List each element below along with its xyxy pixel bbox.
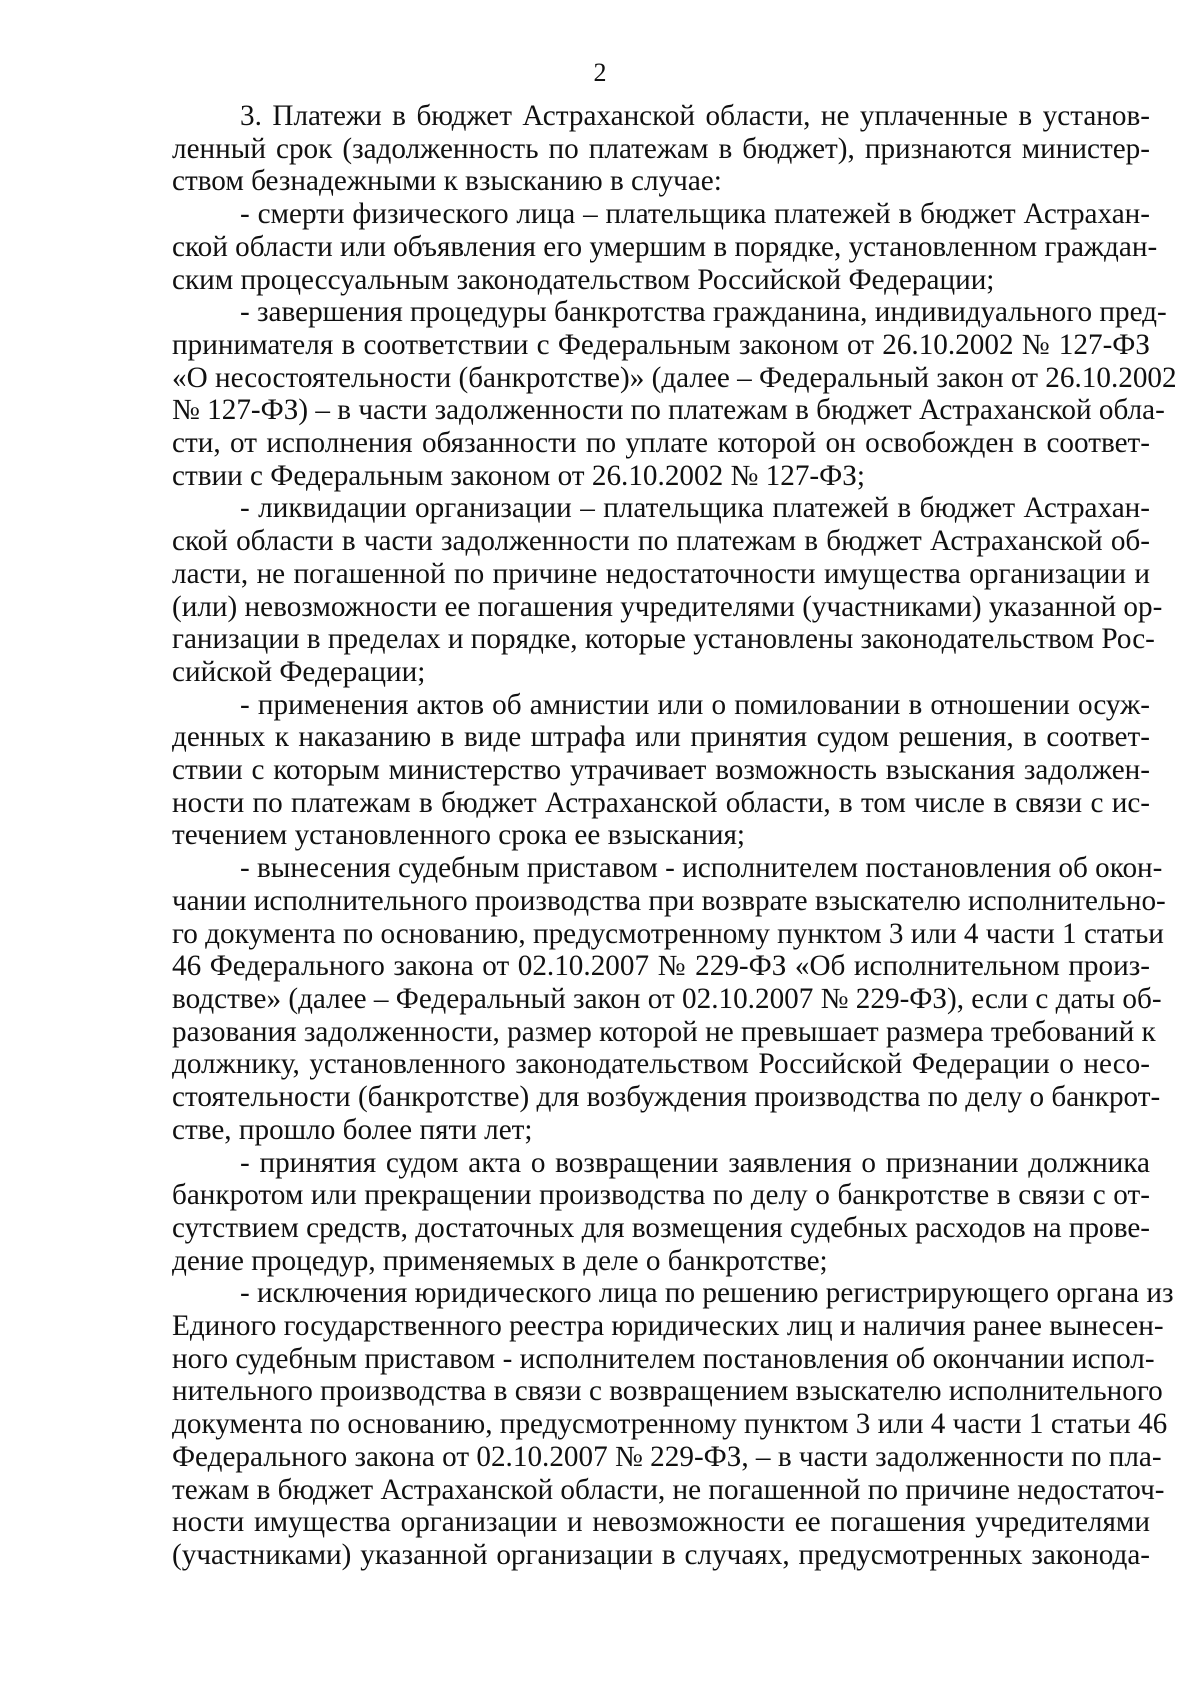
text-line: «О несостоятельности (банкротстве)» (далее – Федеральный закон от 26.10.2002 <box>172 361 1177 394</box>
text-line: принимателя в соответствии с Федеральным законом от 26.10.2002 № 127-ФЗ <box>172 328 1150 361</box>
text-line: ским процессуальным законодательством Российской Федерации; <box>172 263 995 296</box>
text-line: - завершения процедуры банкротства гражданина, индивидуального пред- <box>240 296 1167 329</box>
text-line: ности по платежам в бюджет Астраханской области, в том числе в связи с ис- <box>172 786 1150 819</box>
paragraph-p7 <box>172 1147 1150 1278</box>
text-line: Федерального закона от 02.10.2007 № 229-ФЗ, – в части задолженности по пла- <box>172 1440 1162 1473</box>
text-line: денных к наказанию в виде штрафа или принятия судом решения, в соответ- <box>172 721 1150 754</box>
text-line: сийской Федерации; <box>172 655 426 688</box>
text-line: № 127-ФЗ) – в части задолженности по платежам в бюджет Астраханской обла- <box>172 394 1165 427</box>
text-line: должнику, установленного законодательством Российской Федерации о несо- <box>172 1048 1150 1081</box>
text-line: водстве» (далее – Федеральный закон от 02.10.2007 № 229-ФЗ), если с даты об- <box>172 982 1162 1015</box>
paragraph-p2 <box>172 198 1158 296</box>
text-line: 3. Платежи в бюджет Астраханской области, не уплаченные в установ- <box>240 100 1150 132</box>
text-line: - применения актов об амнистии или о помиловании в отношении осуж- <box>240 688 1150 721</box>
text-line: разования задолженности, размер которой не превышает размера требований к <box>172 1015 1156 1048</box>
paragraph-p8 <box>172 1277 1174 1571</box>
text-line: сти, от исполнения обязанности по уплате которой он освобожден в соответ- <box>172 427 1150 460</box>
text-line: ленный срок (задолженность по платежам в бюджет), признаются министер- <box>172 132 1150 165</box>
text-line: (участниками) указанной организации в случаях, предусмотренных законода- <box>172 1538 1150 1571</box>
text-line: тежам в бюджет Астраханской области, не погашенной по причине недостаточ- <box>172 1473 1165 1506</box>
text-line: документа по основанию, предусмотренному пунктом 3 или 4 части 1 статьи 46 <box>172 1408 1168 1441</box>
text-line: ствии с Федеральным законом от 26.10.2002 № 127-ФЗ; <box>172 459 865 492</box>
text-line: ности имущества организации и невозможности ее погашения учредителями <box>172 1506 1150 1539</box>
paragraph-p1 <box>172 100 1150 198</box>
text-line: нительного производства в связи с возвращением взыскателю исполнительного <box>172 1375 1163 1408</box>
text-line: ской области или объявления его умершим в порядке, установленном граждан- <box>172 230 1158 263</box>
text-line: банкротом или прекращении производства по делу о банкротстве в связи с от- <box>172 1179 1150 1212</box>
text-line: Единого государственного реестра юридических лиц и наличия ранее вынесен- <box>172 1310 1164 1343</box>
text-line: - принятия судом акта о возвращении заявления о признании должника <box>240 1146 1150 1179</box>
text-line: - ликвидации организации – плательщика платежей в бюджет Астрахан- <box>240 492 1150 525</box>
text-line: - смерти физического лица – плательщика платежей в бюджет Астрахан- <box>240 198 1150 231</box>
document-body <box>172 100 1177 1572</box>
paragraph-p5 <box>172 689 1150 853</box>
text-line: ласти, не погашенной по причине недостаточности имущества организации и <box>172 557 1150 590</box>
text-line: сутствием средств, достаточных для возмещения судебных расходов на прове- <box>172 1211 1150 1244</box>
text-line: ного судебным приставом - исполнителем постановления об окончании испол- <box>172 1342 1155 1375</box>
text-line: ганизации в пределах и порядке, которые установлены законодательством Рос- <box>172 623 1155 656</box>
text-line: ской области в части задолженности по платежам в бюджет Астраханской об- <box>172 525 1150 558</box>
text-line: дение процедур, применяемых в деле о банкротстве; <box>172 1244 828 1277</box>
page-number: 2 <box>593 58 607 87</box>
paragraph-p6 <box>172 852 1166 1146</box>
text-line: чании исполнительного производства при возврате взыскателю исполнительно- <box>172 884 1166 917</box>
text-line: стоятельности (банкротстве) для возбуждения производства по делу о банкрот- <box>172 1081 1161 1114</box>
text-line: ством безнадежными к взысканию в случае: <box>172 165 722 198</box>
text-line: - исключения юридического лица по решению регистрирующего органа из <box>240 1277 1174 1310</box>
text-line: - вынесения судебным приставом - исполнителем постановления об окон- <box>240 852 1163 885</box>
text-line: (или) невозможности ее погашения учредителями (участниками) указанной ор- <box>172 590 1163 623</box>
text-line: течением установленного срока ее взыскания; <box>172 819 745 852</box>
paragraph-p3 <box>172 296 1177 492</box>
text-line: 46 Федерального закона от 02.10.2007 № 229-ФЗ «Об исполнительном произ- <box>172 950 1150 983</box>
paragraph-p4 <box>172 492 1163 688</box>
text-line: стве, прошло более пяти лет; <box>172 1113 533 1146</box>
text-line: ствии с которым министерство утрачивает возможность взыскания задолжен- <box>172 754 1150 787</box>
text-line: го документа по основанию, предусмотренному пунктом 3 или 4 части 1 статьи <box>172 917 1164 950</box>
